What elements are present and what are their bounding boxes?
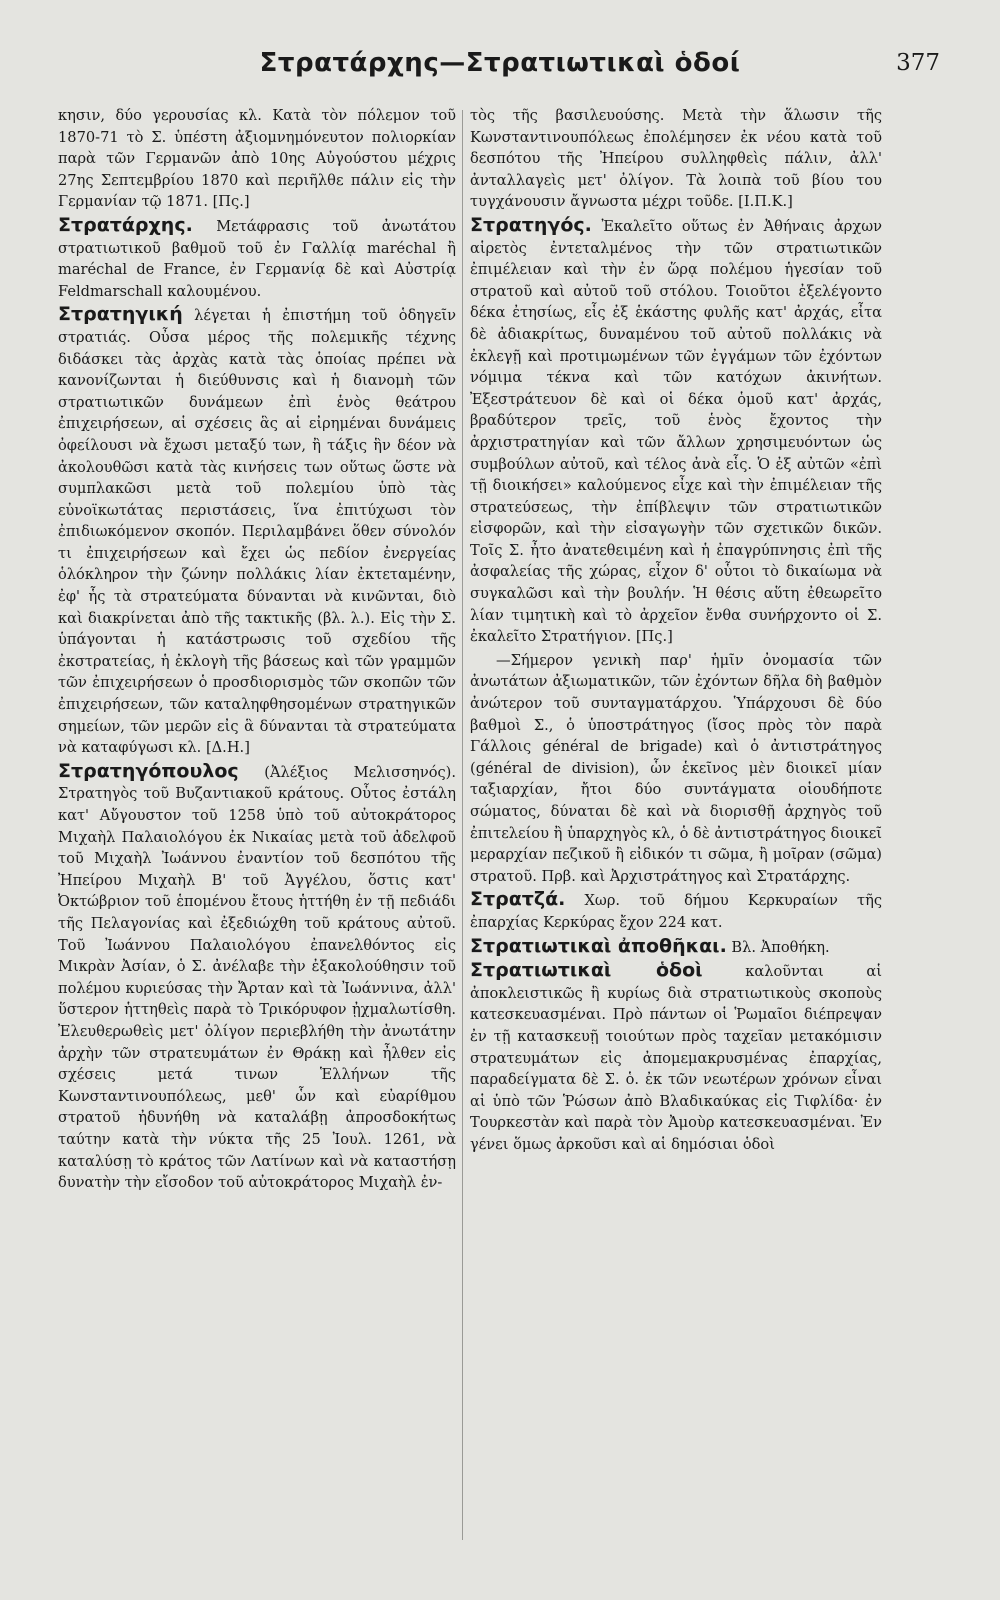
entry-text: κησιν, δύο γερουσίας κλ. Κατὰ τὸν πόλεμον τοῦ 1870-71 τὸ Σ. ὑπέστη ἀξιομνημόνευτον πολιορκίαν παρὰ τῶν Γερμανῶν ἀπὸ 10ης Αὐγούστου μέχρις 27ης Σεπτεμβρίου 1870 καὶ περιῆλθε πάλιν εἰς τὴν Γερμανίαν τῷ 1871. [Πς.] [58,107,456,211]
entry-headword: Στρατηγός. [470,213,592,236]
entry-text: καλοῦνται αἱ ἀποκλειστικῶς ἢ κυρίως διὰ στρατιωτικοὺς σκοποὺς κατεσκευασμέναι. Πρὸ πάντων οἱ Ῥωμαῖοι διέπρεψαν ἐν τῇ κατασκευῇ τοιούτων πρὸς ταχεῖαν μετακόμισιν στρατευμάτων εἰς ἀπομεμακρυσμένας ἐπαρχίας, παραδείγματα δὲ Σ. ὁ. ἐκ τῶν νεωτέρων χρόνων εἶναι αἱ ὑπὸ τῶν Ῥώσων ἀπὸ Βλαδικαύκας εἰς Τιφλίδα· ἐν Τουρκεστὰν καὶ παρὰ τὸν Ἀμοὺρ κατεσκευασμέναι. Ἐν γένει ὅμως ἀρκοῦσι καὶ αἱ δημόσιαι ὁδοὶ [470,963,883,1153]
page-header [60,48,940,88]
dictionary-entry [470,215,882,648]
dictionary-entry [58,105,456,213]
entry-text: (Ἀλέξιος Μελισσηνός). Στρατηγὸς τοῦ Βυζαντιακοῦ κράτους. Οὗτος ἐστάλη κατ' Αὔγουστον τοῦ 1258 ὑπὸ τοῦ αὐτοκράτορος Μιχαὴλ Παλαιολόγου ἐκ Νικαίας μετὰ τοῦ ἀδελφοῦ τοῦ Μιχαὴλ Ἰωάννου ἐναντίον τοῦ δεσπότου τῆς Ἠπείρου Μιχαὴλ Β' τοῦ Ἀγγέλου, ὅστις κατ' Ὀκτώβριον τοῦ ἑπομένου ἔτους ἡττήθη ἐν τῇ πεδιάδι τῆς Πελαγονίας καὶ ἐξεδιώχθη τοῦ κράτους αὐτοῦ. Τοῦ Ἰωάννου Παλαιολόγου ἐπανελθόντος εἰς Μικρὰν Ἀσίαν, ὁ Σ. ἀνέλαβε τὴν ἐξακολούθησιν τοῦ πολέμου κυριεύσας τὴν Ἄρταν καὶ τὰ Ἰωάννινα, ἀλλ' ὕστερον ἡττηθεὶς παρὰ τὸ Τρικόρυφον ᾐχμαλωτίσθη. Ἐλευθερωθεὶς μετ' ὀλίγον περιεβλήθη τὴν ἀνωτάτην ἀρχὴν τῶν στρατευμάτων ἐν Θράκῃ καὶ ἦλθεν εἰς σχέσεις μετά τινων Ἑλλήνων τῆς Κωνσταντινουπόλεως, μεθ' ὧν καὶ εὐαρίθμου στρατοῦ ἠδυνήθη νὰ καταλάβῃ ἀπροσδοκήτως ταύτην κατὰ τὴν νύκτα τῆς 25 Ἰουλ. 1261, νὰ καταλύσῃ τὸ κράτος τῶν Λατίνων καὶ νὰ καταστήσῃ δυνατὴν τὴν εἴσοδον τοῦ αὐτοκράτορος Μιχαὴλ ἐν- [58,763,456,1192]
entry-text: τὸς τῆς βασιλευούσης. Μετὰ τὴν ἅλωσιν τῆς Κωνσταντινουπόλεως ἐπολέμησεν ἐκ νέου κατὰ τοῦ δεσπότου τῆς Ἠπείρου συλληφθεὶς πάλιν, ἀλλ' ἀνταλλαγεὶς μετ' ὀλίγον. Τὰ λοιπὰ τοῦ βίου του τυγχάνουσιν ἄγνωστα μέχρι τοῦδε. [Ι.Π.Κ.] [470,107,882,211]
entry-text: Βλ. Ἀποθήκη. [726,938,830,956]
running-title: Στρατάρχης—Στρατιωτικαὶ ὁδοί [259,48,741,78]
dictionary-entry [470,889,882,933]
entry-text: λέγεται ἡ ἐπιστήμη τοῦ ὁδηγεῖν στρατιάς. Οὖσα μέρος τῆς πολεμικῆς τέχνης διδάσκει τὰς ἀρχὰς κατὰ τὰς ὁποίας πρέπει νὰ κανονίζωνται ἡ διεύθυνσις καὶ ἡ διανομὴ τῶν στρατιωτικῶν δυνάμεων ἐπὶ ἑνὸς θεάτρου ἐπιχειρήσεων, αἱ σχέσεις ἃς αἱ εἰρημέναι δυνάμεις ὀφείλουσι νὰ ἔχωσι μεταξύ των, ἢ τάξις ἣν δέον νὰ ἀκολουθῶσι κατὰ τὰς κινήσεις των οὕτως ὥστε νὰ συμπλακῶσι μετὰ τοῦ πολεμίου ὑπὸ τὰς εὐνοϊκωτάτας περιστάσεις, ἵνα ἐπιτύχωσι τὸν ἐπιδιωκόμενον σκοπόν. Περιλαμβάνει ὅθεν σύνολόν τι ἐπιχειρήσεων καὶ ἔχει ὡς πεδίον ἐνεργείας ὁλόκληρον τὴν ζώνην πολλάκις λίαν ἐκτεταμένην, ἐφ' ἧς τὰ στρατεύματα δύνανται νὰ κινῶνται, διὸ καὶ διακρίνεται ἀπὸ τῆς τακτικῆς (βλ. λ.). Εἰς τὴν Σ. ὑπάγονται ἡ κατάστρωσις τοῦ σχεδίου τῆς ἐκστρατείας, ἡ ἐκλογὴ τῆς βάσεως καὶ τῶν γραμμῶν τῶν ἐπιχειρήσεων ὁ προσδιορισμὸς τῶν σκοπῶν τῶν ἐπιχειρήσεων, τῶν καταληφθησομένων στρατηγικῶν σημείων, τῶν μερῶν εἰς ἃ δύνανται τὰ στρατεύματα νὰ καταφύγωσι κλ. [Δ.Η.] [58,307,456,757]
dictionary-entry [470,105,882,213]
entry-headword: Στρατηγική [58,303,183,326]
entry-headword: Στρατζά. [470,888,566,911]
left-column [58,105,456,1196]
entry-headword: Στρατιωτικαὶ ὁδοὶ [470,959,703,982]
entry-headword: Στρατάρχης. [58,213,193,236]
entry-text: —Σήμερον γενικὴ παρ' ἡμῖν ὀνομασία τῶν ἀνωτάτων ἀξιωματικῶν, τῶν ἐχόντων δῆλα δὴ βαθμὸν ἀνώτερον τοῦ συνταγματάρχου. Ὑπάρχουσι δὲ δύο βαθμοὶ Σ., ὁ ὑποστράτηγος (ἴσος πρὸς τὸν παρὰ Γάλλοις général de brigade) καὶ ὁ ἀντιστράτηγος (général de division), ὧν ἑκεῖνος μὲν διοικεῖ μίαν ταξιαρχίαν, ἤτοι δύο συντάγματα οἱουδήποτε σώματος, δύναται δὲ καὶ νὰ διορισθῇ ἀρχηγὸς τοῦ ἐπιτελείου ἢ ὑπαρχηγὸς κλ, ὁ δὲ ἀντιστράτηγος διοικεῖ μεραρχίαν πεζικοῦ ἢ εἰδικόν τι σῶμα, ἢ μοῖραν (σῶμα) στρατοῦ. Πρβ. καὶ Ἀρχιστράτηγος καὶ Στρατάρχης. [470,651,882,885]
dictionary-entry [58,761,456,1194]
dictionary-entry [470,936,882,959]
entry-headword: Στρατηγόπουλος [58,759,239,782]
entry-text: Χωρ. τοῦ δήμου Κερκυραίων τῆς ἐπαρχίας Κερκύρας ἔχον 224 κατ. [470,892,882,931]
dictionary-entry [58,215,456,302]
entry-text: Μετάφρασις τοῦ ἀνωτάτου στρατιωτικοῦ βαθμοῦ τοῦ ἐν Γαλλίᾳ maréchal ἢ maréchal de France, ἐν Γερμανίᾳ δὲ καὶ Αὐστρίᾳ Feldmarschall καλουμένου. [58,217,456,300]
page-number: 377 [896,50,940,76]
dictionary-entry [470,960,882,1155]
dictionary-entry [58,304,456,758]
column-divider [462,110,463,1540]
entry-headword: Στρατιωτικαὶ ἀποθῆκαι. [470,934,727,957]
entry-text: Ἐκαλεῖτο οὕτως ἐν Ἀθήναις ἀρχων αἱρετὸς ἐντεταλμένος τὴν τῶν στρατιωτικῶν ἐπιμέλειαν καὶ τὴν ἐν ὥρᾳ πολέμου ἡγεσίαν τοῦ στρατοῦ καὶ αὐτοῦ τοῦ στόλου. Τοιοῦτοι ἐξελέγοντο δέκα ἐτησίως, εἷς ἐξ ἑκάστης φυλῆς κατ' ἀρχάς, εἶτα δὲ ἀδιακρίτως, δυναμένου τοῦ αὐτοῦ πολλάκις νὰ ἐκλεγῇ καὶ προτιμωμένων τῶν ἐγγάμων τῶν ἐχόντων νόμιμα τέκνα καὶ τῶν κατόχων ἀκινήτων. Ἐξεστράτευον δὲ καὶ οἱ δέκα ὁμοῦ κατ' ἀρχάς, βραδύτερον τρεῖς, τοῦ ἑνὸς ἔχοντος τὴν ἀρχιστρατηγίαν καὶ τῶν ἄλλων χρησιμευόντων ὡς συμβούλων αὐτοῦ, καὶ τέλος ἀνὰ εἷς. Ὁ ἐξ αὐτῶν «ἐπὶ τῇ διοικήσει» καλούμενος εἶχε καὶ τὴν ἐπιμέλειαν τῆς στρατεύσεως, τὴν ἐπίβλεψιν τῶν στρατιωτικῶν εἰσφορῶν, καὶ τὴν εἰσαγωγὴν τῶν σχετικῶν δικῶν. Τοῖς Σ. ἦτο ἀνατεθειμένη καὶ ἡ ἐπαγρύπνησις ἐπὶ τῆς ἀσφαλείας τῆς χώρας, εἶχον δ' οὗτοι τὸ δικαίωμα νὰ συγκαλῶσι καὶ τὴν βουλήν. Ἡ θέσις αὕτη ἐθεωρεῖτο λίαν τιμητικὴ καὶ τὸ ἀρχεῖον ἔνθα συνήρχοντο οἱ Σ. ἐκαλεῖτο Στρατήγιον. [Πς.] [470,217,882,646]
right-column [470,105,882,1158]
dictionary-entry [470,650,882,888]
